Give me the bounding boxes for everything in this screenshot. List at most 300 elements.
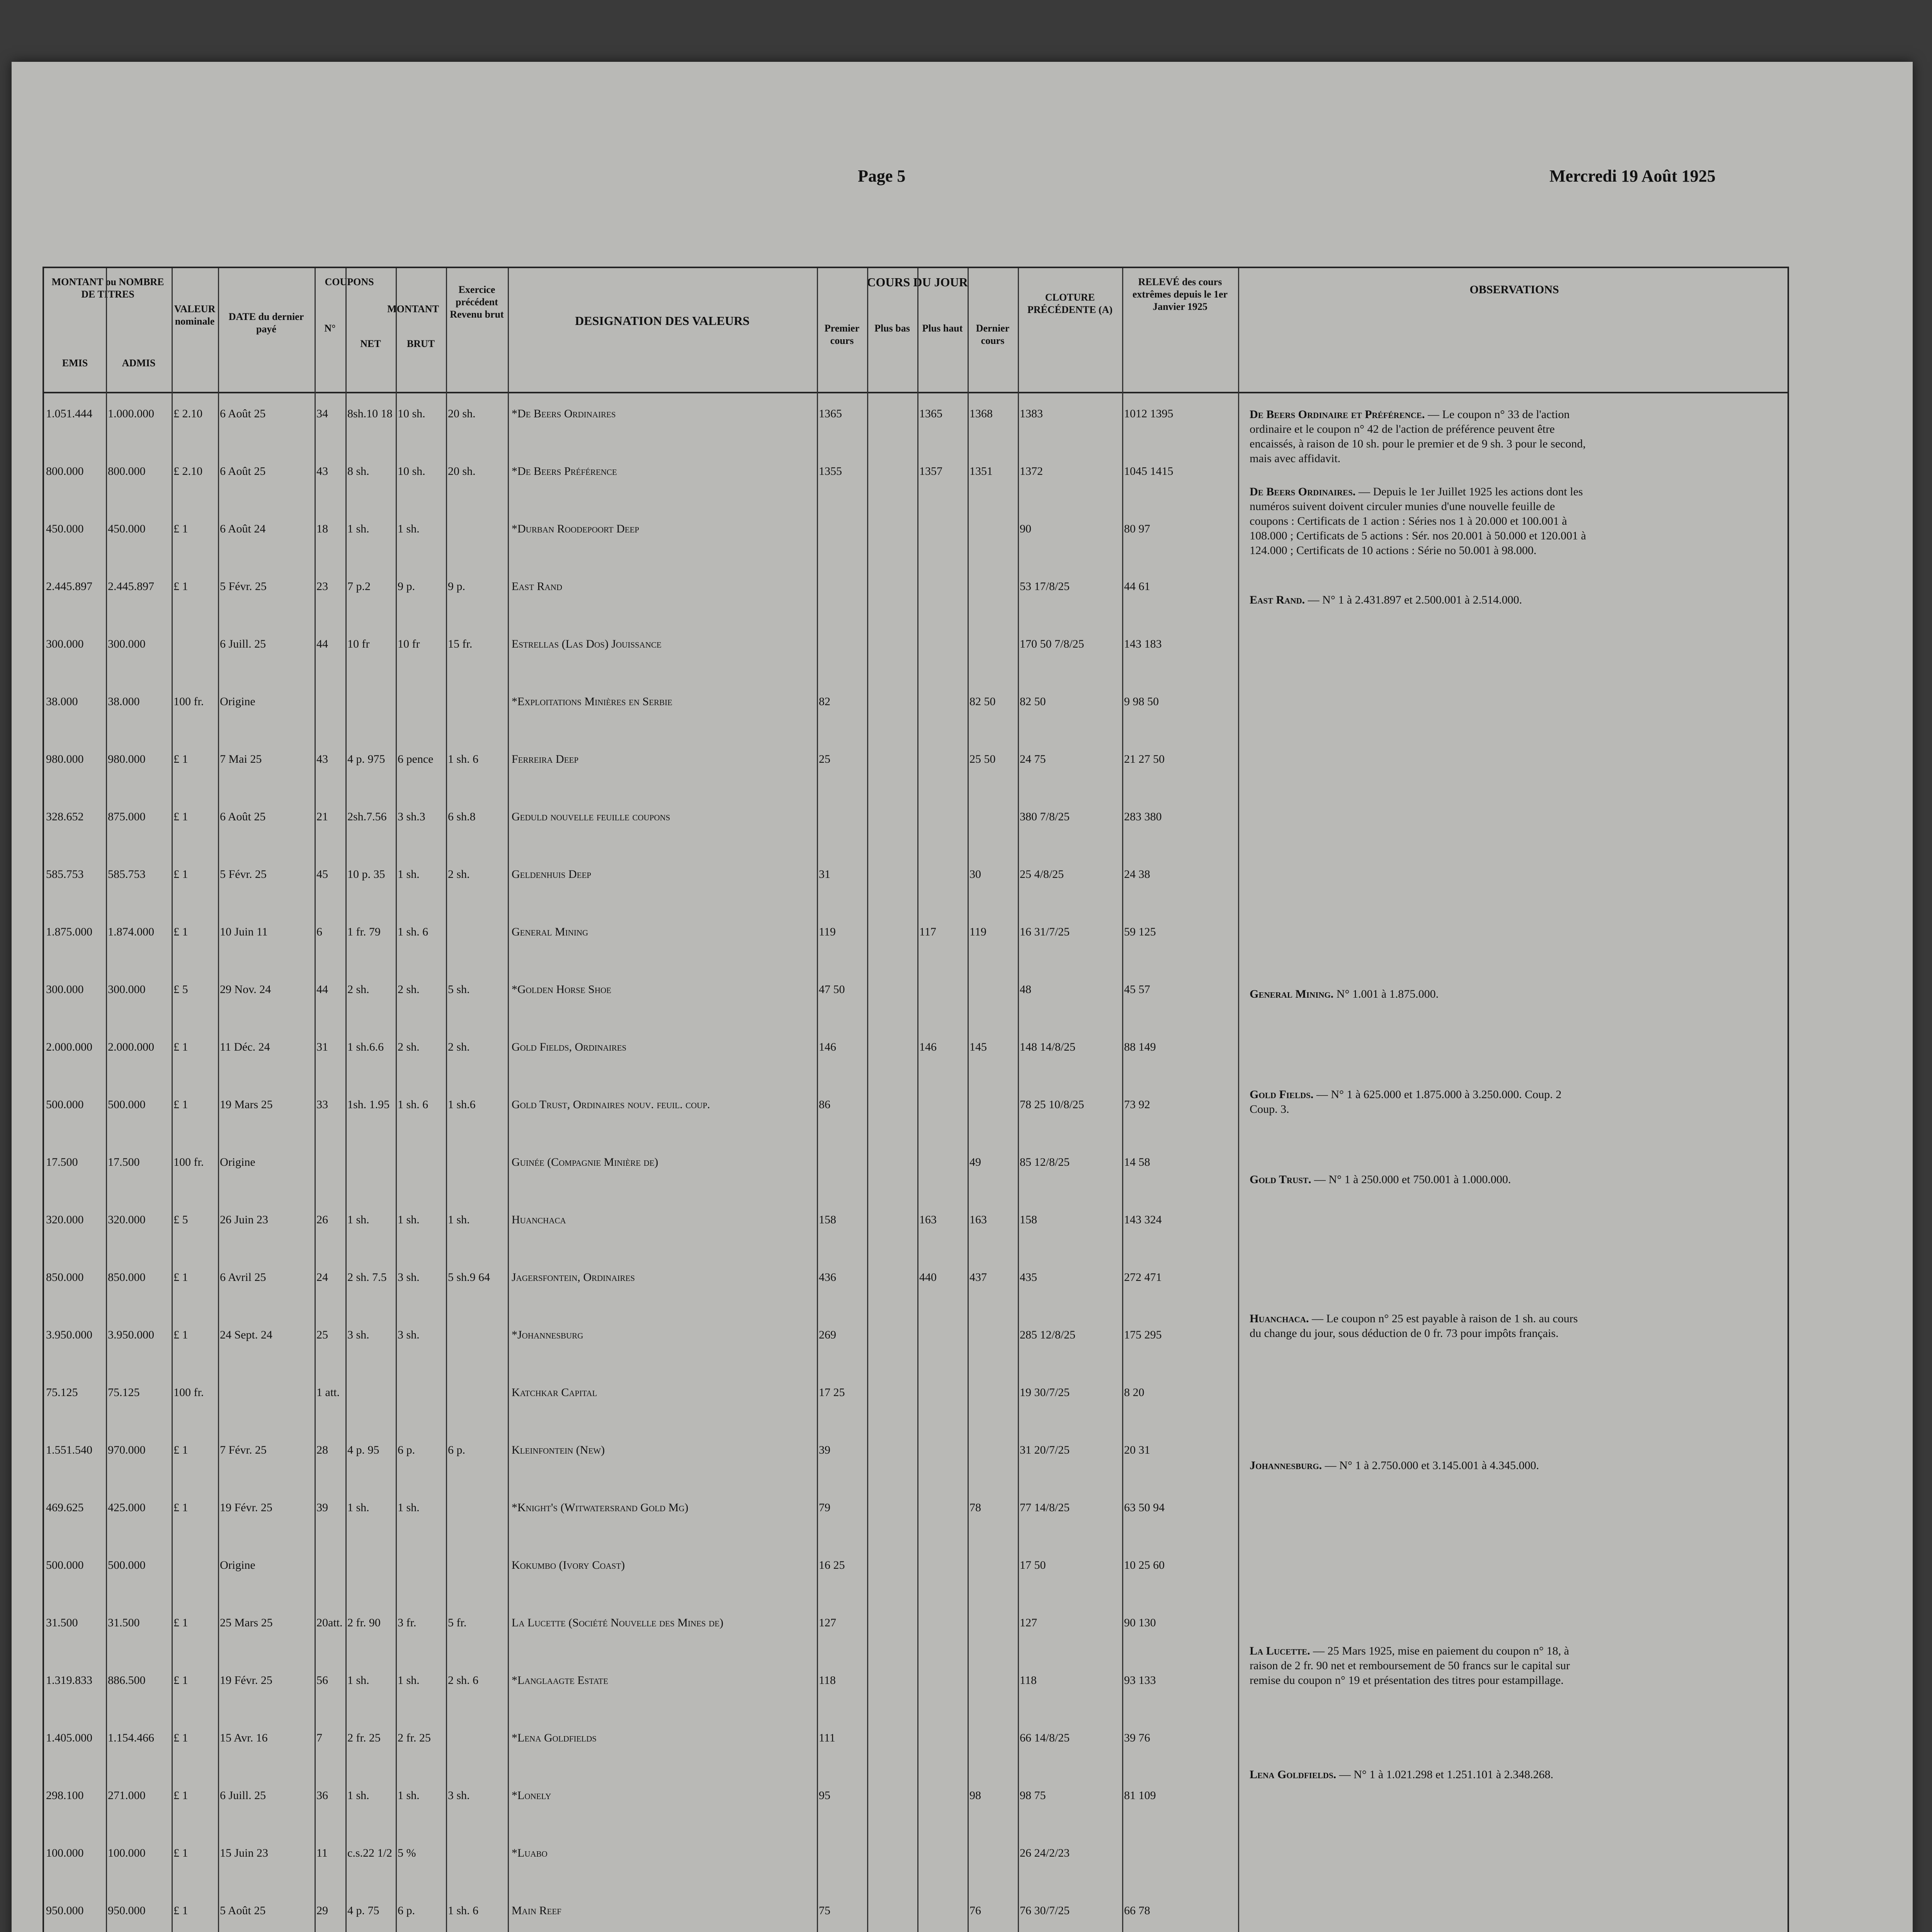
cell-releve: 21 27 50: [1124, 753, 1165, 765]
cell-releve: 81 109: [1124, 1789, 1156, 1802]
cell-releve: 80 97: [1124, 522, 1150, 535]
cell-premier: 111: [819, 1731, 835, 1744]
header-admis: ADMIS: [122, 357, 156, 369]
cell-net: 8 sh.: [347, 465, 369, 478]
cell-emis: 1.875.000: [46, 925, 92, 938]
header-valeur: VALEUR nominale: [174, 303, 216, 327]
cell-valeur: £ 1: [173, 868, 188, 881]
cell-premier: 86: [819, 1098, 830, 1111]
cell-releve: 10 25 60: [1124, 1559, 1165, 1571]
cell-releve: 44 61: [1124, 580, 1150, 593]
cell-no: 6: [316, 925, 322, 938]
cell-exercice: 3 sh.: [448, 1789, 470, 1802]
cell-emis: 980.000: [46, 753, 84, 765]
cell-designation: General Mining: [512, 925, 588, 938]
cell-cloture: 170 50 7/8/25: [1020, 638, 1084, 650]
cell-releve: 90 130: [1124, 1616, 1156, 1629]
cell-net: 8sh.10 18: [347, 407, 393, 420]
cell-designation: Kokumbo (Ivory Coast): [512, 1559, 625, 1571]
header-montant-nombre: MONTANT ou NOMBRE DE TITRES: [51, 276, 164, 300]
cell-emis: 950.000: [46, 1904, 84, 1917]
cell-emis: 300.000: [46, 638, 84, 650]
header-cloture: CLOTURE PRÉCÉDENTE (A): [1027, 292, 1113, 315]
cell-valeur: £ 1: [173, 1098, 188, 1111]
observation-note: [1250, 1311, 1590, 1341]
cell-premier: 31: [819, 868, 830, 881]
cell-admis: 1.154.466: [108, 1731, 154, 1744]
cell-no: 18: [316, 522, 328, 535]
cell-premier: 269: [819, 1328, 836, 1341]
cell-admis: 300.000: [108, 983, 146, 996]
cell-releve: 1045 1415: [1124, 465, 1173, 478]
cell-admis: 950.000: [108, 1904, 146, 1917]
cell-emis: 500.000: [46, 1098, 84, 1111]
cell-admis: 2.000.000: [108, 1041, 154, 1053]
cell-emis: 800.000: [46, 465, 84, 478]
cell-admis: 970.000: [108, 1444, 146, 1456]
cell-cloture: 158: [1020, 1213, 1037, 1226]
cell-brut: 3 sh.: [398, 1328, 420, 1341]
cell-no: 36: [316, 1789, 328, 1802]
observation-title: Johannesburg.: [1250, 1459, 1325, 1472]
cell-no: 28: [316, 1444, 328, 1456]
cell-valeur: £ 2.10: [173, 465, 202, 478]
cell-date: 5 Févr. 25: [220, 868, 267, 881]
cell-releve: 9 98 50: [1124, 695, 1159, 708]
cell-net: 7 p.2: [347, 580, 371, 593]
cell-admis: 500.000: [108, 1098, 146, 1111]
cell-dernier: 25 50: [969, 753, 996, 765]
table-row: [44, 1781, 1787, 1839]
cell-designation: East Rand: [512, 580, 563, 593]
cell-admis: 450.000: [108, 522, 146, 535]
cell-cloture: 17 50: [1020, 1559, 1046, 1571]
cell-date: 5 Août 25: [220, 1904, 266, 1917]
cell-premier: 47 50: [819, 983, 845, 996]
cell-releve: 45 57: [1124, 983, 1150, 996]
cell-exercice: 2 sh. 6: [448, 1674, 479, 1687]
cell-plus-haut: 440: [919, 1271, 937, 1284]
cell-emis: 328.652: [46, 810, 84, 823]
observation-note: [1250, 407, 1590, 466]
cell-designation: *Johannesburg: [512, 1328, 583, 1341]
observation-note: [1250, 1767, 1590, 1782]
cell-designation: Estrellas (Las Dos) Jouissance: [512, 638, 662, 650]
cell-cloture: 1383: [1020, 407, 1043, 420]
cell-exercice: 20 sh.: [448, 465, 476, 478]
cell-admis: 100.000: [108, 1847, 146, 1859]
cell-valeur: £ 1: [173, 1501, 188, 1514]
cell-designation: Huanchaca: [512, 1213, 566, 1226]
header-montant: MONTANT: [387, 303, 439, 315]
cell-designation: *Golden Horse Shoe: [512, 983, 612, 996]
cell-releve: 143 183: [1124, 638, 1162, 650]
cell-admis: 1.874.000: [108, 925, 154, 938]
cell-cloture: 435: [1020, 1271, 1037, 1284]
table-row: [44, 630, 1787, 688]
cell-dernier: 78: [969, 1501, 981, 1514]
cell-brut: 10 sh.: [398, 465, 425, 478]
quotation-table: [43, 267, 1789, 1932]
cell-date: 15 Juin 23: [220, 1847, 269, 1859]
cell-admis: 1.000.000: [108, 407, 154, 420]
cell-date: 15 Avr. 16: [220, 1731, 268, 1744]
cell-exercice: 2 sh.: [448, 1041, 470, 1053]
cell-brut: 3 sh.: [398, 1271, 420, 1284]
cell-valeur: £ 1: [173, 1731, 188, 1744]
cell-valeur: £ 1: [173, 1041, 188, 1053]
cell-net: 10 fr: [347, 638, 370, 650]
table-header: [44, 268, 1787, 393]
cell-emis: 31.500: [46, 1616, 78, 1629]
cell-emis: 500.000: [46, 1559, 84, 1571]
cell-releve: 93 133: [1124, 1674, 1156, 1687]
cell-no: 29: [316, 1904, 328, 1917]
cell-designation: La Lucette (Société Nouvelle des Mines de): [512, 1616, 724, 1629]
header-observations: OBSERVATIONS: [1469, 283, 1559, 296]
table-row: [44, 860, 1787, 918]
cell-premier: 95: [819, 1789, 830, 1802]
cell-premier: 1355: [819, 465, 842, 478]
cell-admis: 271.000: [108, 1789, 146, 1802]
observation-title: La Lucette.: [1250, 1645, 1313, 1657]
header-designation: DESIGNATION DES VALEURS: [575, 314, 750, 328]
cell-brut: 9 p.: [398, 580, 415, 593]
cell-designation: *Luabo: [512, 1847, 548, 1859]
cell-brut: 2 sh.: [398, 1041, 420, 1053]
cell-releve: 8 20: [1124, 1386, 1145, 1399]
cell-releve: 1012 1395: [1124, 407, 1173, 420]
cell-valeur: £ 1: [173, 1444, 188, 1456]
observation-text: — N° 1 à 2.431.897 et 2.500.001 à 2.514.000.: [1308, 594, 1522, 606]
cell-valeur: £ 1: [173, 1847, 188, 1859]
observation-note: [1250, 1172, 1590, 1187]
cell-designation: *Lonely: [512, 1789, 551, 1802]
cell-premier: 75: [819, 1904, 830, 1917]
cell-dernier: 145: [969, 1041, 987, 1053]
cell-exercice: 1 sh.: [448, 1213, 470, 1226]
cell-no: 43: [316, 465, 328, 478]
cell-date: 26 Juin 23: [220, 1213, 269, 1226]
table-row: [44, 745, 1787, 803]
cell-date: 6 Août 25: [220, 407, 266, 420]
cell-designation: *Langlaagte Estate: [512, 1674, 608, 1687]
cell-brut: 1 sh. 6: [398, 1098, 429, 1111]
cell-exercice: 1 sh. 6: [448, 753, 479, 765]
cell-admis: 875.000: [108, 810, 146, 823]
cell-cloture: 77 14/8/25: [1020, 1501, 1070, 1514]
cell-cloture: 48: [1020, 983, 1031, 996]
cell-plus-haut: 117: [919, 925, 936, 938]
cell-emis: 850.000: [46, 1271, 84, 1284]
cell-premier: 39: [819, 1444, 830, 1456]
page-date: Mercredi 19 Août 1925: [1549, 167, 1716, 185]
cell-admis: 17.500: [108, 1156, 140, 1168]
cell-exercice: 5 fr.: [448, 1616, 467, 1629]
header-dernier: Dernier cours: [976, 323, 1010, 346]
cell-date: 7 Mai 25: [220, 753, 262, 765]
cell-premier: 17 25: [819, 1386, 845, 1399]
cell-valeur: £ 5: [173, 1213, 188, 1226]
observation-note: [1250, 593, 1590, 607]
cell-date: 6 Août 25: [220, 465, 266, 478]
cell-cloture: 1372: [1020, 465, 1043, 478]
cell-no: 25: [316, 1328, 328, 1341]
cell-date: 25 Mars 25: [220, 1616, 273, 1629]
cell-cloture: 66 14/8/25: [1020, 1731, 1070, 1744]
cell-date: Origine: [220, 695, 255, 708]
observation-note: [1250, 1644, 1590, 1688]
cell-net: 2sh.7.56: [347, 810, 387, 823]
cell-no: 23: [316, 580, 328, 593]
header-emis: EMIS: [62, 357, 88, 369]
cell-valeur: 100 fr.: [173, 1156, 204, 1168]
cell-designation: Geduld nouvelle feuille coupons: [512, 810, 670, 823]
observation-text: — Depuis le 1er Juillet 1925 les actions dont les numéros suivent doivent circuler munies d'une nouvelle feuille de coupons : Certificats de 1 action : Séries nos 1 à 20.000 et 100.001 à 108.000 ; Certificats de 5 actions : Sér. nos 20.001 à 50.000 et 120.001 à 124.000 ; Certificats de 10 actions : Série no 50.001 à 98.000.: [1250, 485, 1586, 557]
cell-designation: Guinée (Compagnie Minière de): [512, 1156, 658, 1168]
observation-text: — N° 1 à 625.000 et 1.875.000 à 3.250.000. Coup. 2 Coup. 3.: [1250, 1088, 1562, 1116]
observation-note: [1250, 1458, 1590, 1473]
cell-date: 19 Févr. 25: [220, 1674, 272, 1687]
cell-date: 19 Févr. 25: [220, 1501, 272, 1514]
cell-brut: 5 %: [398, 1847, 416, 1859]
cell-brut: 6 p.: [398, 1444, 415, 1456]
cell-valeur: £ 1: [173, 753, 188, 765]
table-row: [44, 1033, 1787, 1091]
cell-cloture: 78 25 10/8/25: [1020, 1098, 1084, 1111]
cell-releve: 39 76: [1124, 1731, 1150, 1744]
cell-designation: Gold Trust, Ordinaires nouv. feuil. coup.: [512, 1098, 710, 1111]
cell-cloture: 76 30/7/25: [1020, 1904, 1070, 1917]
cell-premier: 158: [819, 1213, 836, 1226]
cell-emis: 3.950.000: [46, 1328, 92, 1341]
cell-net: 1 sh.: [347, 522, 369, 535]
header-brut: BRUT: [406, 338, 435, 349]
table-row: [44, 803, 1787, 861]
cell-premier: 436: [819, 1271, 836, 1284]
cell-dernier: 163: [969, 1213, 987, 1226]
cell-brut: 6 p.: [398, 1904, 415, 1917]
cell-brut: 1 sh.: [398, 1674, 420, 1687]
cell-premier: 146: [819, 1041, 836, 1053]
cell-brut: 3 fr.: [398, 1616, 417, 1629]
cell-premier: 1365: [819, 407, 842, 420]
table-row: [44, 1839, 1787, 1897]
cell-designation: *De Beers Ordinaires: [512, 407, 616, 420]
cell-net: 10 p. 35: [347, 868, 385, 881]
cell-date: 5 Févr. 25: [220, 580, 267, 593]
header-date: DATE du dernier payé: [228, 311, 304, 335]
cell-emis: 17.500: [46, 1156, 78, 1168]
cell-no: 34: [316, 407, 328, 420]
newspaper-page: [12, 62, 1913, 1932]
cell-emis: 585.753: [46, 868, 84, 881]
cell-admis: 800.000: [108, 465, 146, 478]
page-number: Page 5: [858, 167, 906, 185]
cell-no: 11: [316, 1847, 328, 1859]
cell-dernier: 119: [969, 925, 986, 938]
cell-no: 1 att.: [316, 1386, 340, 1399]
cell-exercice: 2 sh.: [448, 868, 470, 881]
table-row: [44, 1493, 1787, 1551]
cell-net: 1 fr. 79: [347, 925, 381, 938]
cell-net: 2 sh.: [347, 983, 369, 996]
cell-premier: 82: [819, 695, 830, 708]
cell-no: 33: [316, 1098, 328, 1111]
cell-premier: 16 25: [819, 1559, 845, 1571]
cell-date: 19 Mars 25: [220, 1098, 273, 1111]
cell-no: 21: [316, 810, 328, 823]
cell-admis: 300.000: [108, 638, 146, 650]
cell-cloture: 380 7/8/25: [1020, 810, 1070, 823]
cell-no: 56: [316, 1674, 328, 1687]
observation-note: [1250, 485, 1590, 558]
observation-text: — Le coupon n° 25 est payable à raison de 1 sh. au cours du change du jour, sous déduction de 0 fr. 73 pour impôts français.: [1250, 1312, 1578, 1340]
observation-title: East Rand.: [1250, 594, 1308, 606]
cell-cloture: 16 31/7/25: [1020, 925, 1070, 938]
cell-plus-haut: 163: [919, 1213, 937, 1226]
cell-designation: *Knight's (Witwatersrand Gold Mg): [512, 1501, 689, 1514]
cell-dernier: 98: [969, 1789, 981, 1802]
cell-emis: 450.000: [46, 522, 84, 535]
header-plus-haut: Plus haut: [922, 323, 963, 334]
cell-brut: 3 sh.3: [398, 810, 425, 823]
cell-designation: Main Reef: [512, 1904, 561, 1917]
cell-net: 1 sh.6.6: [347, 1041, 384, 1053]
cell-net: 4 p. 975: [347, 753, 385, 765]
cell-designation: *Exploitations Minières en Serbie: [512, 695, 672, 708]
cell-releve: 24 38: [1124, 868, 1150, 881]
cell-net: c.s.22 1/2: [347, 1847, 392, 1859]
cell-cloture: 53 17/8/25: [1020, 580, 1070, 593]
cell-no: 45: [316, 868, 328, 881]
observation-title: Gold Fields.: [1250, 1088, 1316, 1101]
cell-brut: 1 sh.: [398, 1789, 420, 1802]
cell-valeur: £ 2.10: [173, 407, 202, 420]
cell-plus-haut: 1365: [919, 407, 942, 420]
header-coupons: COUPONS: [325, 276, 374, 287]
cell-net: 2 sh. 7.5: [347, 1271, 387, 1284]
cell-emis: 75.125: [46, 1386, 78, 1399]
cell-dernier: 49: [969, 1156, 981, 1168]
cell-releve: 88 149: [1124, 1041, 1156, 1053]
cell-brut: 2 sh.: [398, 983, 420, 996]
cell-releve: 63 50 94: [1124, 1501, 1165, 1514]
cell-no: 7: [316, 1731, 322, 1744]
cell-releve: 175 295: [1124, 1328, 1162, 1341]
cell-releve: 283 380: [1124, 810, 1162, 823]
cell-no: 20att.: [316, 1616, 343, 1629]
cell-admis: 886.500: [108, 1674, 146, 1687]
cell-dernier: 1368: [969, 407, 993, 420]
header-exercice: Exercice précédent Revenu brut: [450, 284, 504, 320]
observation-text: — N° 1 à 2.750.000 et 3.145.001 à 4.345.000.: [1325, 1459, 1539, 1472]
cell-valeur: £ 1: [173, 1328, 188, 1341]
cell-net: 4 p. 95: [347, 1444, 379, 1456]
cell-premier: 127: [819, 1616, 836, 1629]
table-row: [44, 1378, 1787, 1436]
cell-admis: 425.000: [108, 1501, 146, 1514]
cell-valeur: £ 1: [173, 522, 188, 535]
observation-title: De Beers Ordinaire et Préférence.: [1250, 408, 1428, 421]
cell-brut: 1 sh.: [398, 1501, 420, 1514]
cell-date: 11 Déc. 24: [220, 1041, 270, 1053]
cell-designation: Kleinfontein (New): [512, 1444, 605, 1456]
cell-admis: 585.753: [108, 868, 146, 881]
cell-admis: 2.445.897: [108, 580, 154, 593]
cell-designation: *De Beers Préférence: [512, 465, 617, 478]
cell-releve: 272 471: [1124, 1271, 1162, 1284]
cell-designation: Jagersfontein, Ordinaires: [512, 1271, 635, 1284]
cell-cloture: 127: [1020, 1616, 1037, 1629]
cell-cloture: 24 75: [1020, 753, 1046, 765]
cell-no: 39: [316, 1501, 328, 1514]
table-row: [44, 1206, 1787, 1264]
cell-date: 6 Août 25: [220, 810, 266, 823]
cell-valeur: £ 1: [173, 1271, 188, 1284]
cell-brut: 10 sh.: [398, 407, 425, 420]
cell-designation: Gold Fields, Ordinaires: [512, 1041, 627, 1053]
cell-no: 44: [316, 638, 328, 650]
observation-note: [1250, 1087, 1590, 1117]
cell-releve: 20 31: [1124, 1444, 1150, 1456]
observation-title: Huanchaca.: [1250, 1312, 1312, 1325]
cell-emis: 469.625: [46, 1501, 84, 1514]
cell-cloture: 98 75: [1020, 1789, 1046, 1802]
cell-emis: 2.000.000: [46, 1041, 92, 1053]
cell-premier: 118: [819, 1674, 836, 1687]
cell-emis: 320.000: [46, 1213, 84, 1226]
observation-text: — N° 1 à 1.021.298 et 1.251.101 à 2.348.268.: [1339, 1768, 1554, 1781]
table-row: [44, 1896, 1787, 1932]
cell-cloture: 26 24/2/23: [1020, 1847, 1070, 1859]
cell-admis: 3.950.000: [108, 1328, 154, 1341]
cell-valeur: £ 1: [173, 580, 188, 593]
cell-admis: 31.500: [108, 1616, 140, 1629]
cell-valeur: £ 1: [173, 925, 188, 938]
cell-releve: 14 58: [1124, 1156, 1150, 1168]
cell-valeur: £ 5: [173, 983, 188, 996]
cell-cloture: 19 30/7/25: [1020, 1386, 1070, 1399]
header-releve: RELEVÉ des cours extrêmes depuis le 1er Janvier 1925: [1132, 276, 1228, 312]
cell-cloture: 118: [1020, 1674, 1037, 1687]
cell-brut: 1 sh.: [398, 1213, 420, 1226]
observation-title: Gold Trust.: [1250, 1173, 1314, 1186]
table-row: [44, 975, 1787, 1033]
cell-emis: 300.000: [46, 983, 84, 996]
cell-date: 29 Nov. 24: [220, 983, 271, 996]
cell-exercice: 9 p.: [448, 580, 465, 593]
cell-admis: 75.125: [108, 1386, 140, 1399]
header-premier: Premier cours: [824, 323, 860, 346]
cell-designation: Katchkar Capital: [512, 1386, 597, 1399]
cell-date: 10 Juin 11: [220, 925, 268, 938]
cell-admis: 38.000: [108, 695, 140, 708]
cell-plus-haut: 1357: [919, 465, 942, 478]
cell-premier: 25: [819, 753, 830, 765]
cell-cloture: 148 14/8/25: [1020, 1041, 1076, 1053]
cell-no: 24: [316, 1271, 328, 1284]
cell-net: 3 sh.: [347, 1328, 369, 1341]
cell-emis: 2.445.897: [46, 580, 92, 593]
cell-releve: 143 324: [1124, 1213, 1162, 1226]
cell-date: Origine: [220, 1156, 255, 1168]
table-row: [44, 687, 1787, 745]
cell-no: 31: [316, 1041, 328, 1053]
cell-valeur: £ 1: [173, 810, 188, 823]
cell-cloture: 85 12/8/25: [1020, 1156, 1070, 1168]
observation-text: — N° 1 à 250.000 et 750.001 à 1.000.000.: [1314, 1173, 1511, 1186]
